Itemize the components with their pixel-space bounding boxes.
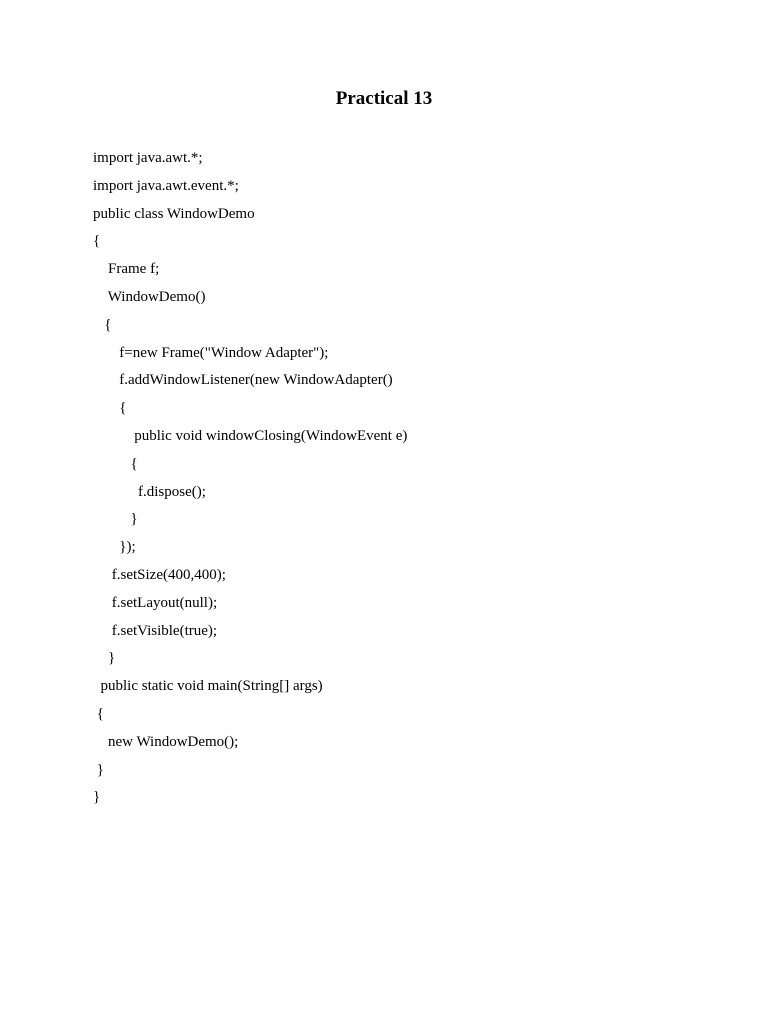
code-line: f.addWindowListener(new WindowAdapter() [93,372,393,389]
code-line: public class WindowDemo [93,205,255,222]
code-line: f.setVisible(true); [93,622,218,639]
code-line: } [93,511,138,528]
code-line: { [93,233,101,250]
code-line: } [93,761,104,778]
code-line: new WindowDemo(); [93,733,239,750]
code-line: Frame f; [93,261,160,278]
code-line: } [93,650,116,667]
code-line: import java.awt.event.*; [93,177,239,194]
code-line: { [93,455,138,472]
code-line: WindowDemo() [93,288,206,305]
code-line: f.dispose(); [93,483,206,500]
code-line: { [93,316,112,333]
page-title: Practical 13 [335,88,433,109]
code-line: public static void main(String[] args) [93,678,323,695]
code-line: import java.awt.*; [93,150,203,166]
code-line: f.setLayout(null); [93,594,218,611]
code-line: f.setSize(400,400); [93,566,226,583]
code-block [93,145,733,812]
code-line: { [93,705,104,722]
code-line: { [93,400,127,417]
code-line: } [93,789,101,806]
code-line: public void windowClosing(WindowEvent e) [93,427,408,444]
code-line: f=new Frame("Window Adapter"); [93,344,329,361]
code-line: }); [93,539,136,556]
